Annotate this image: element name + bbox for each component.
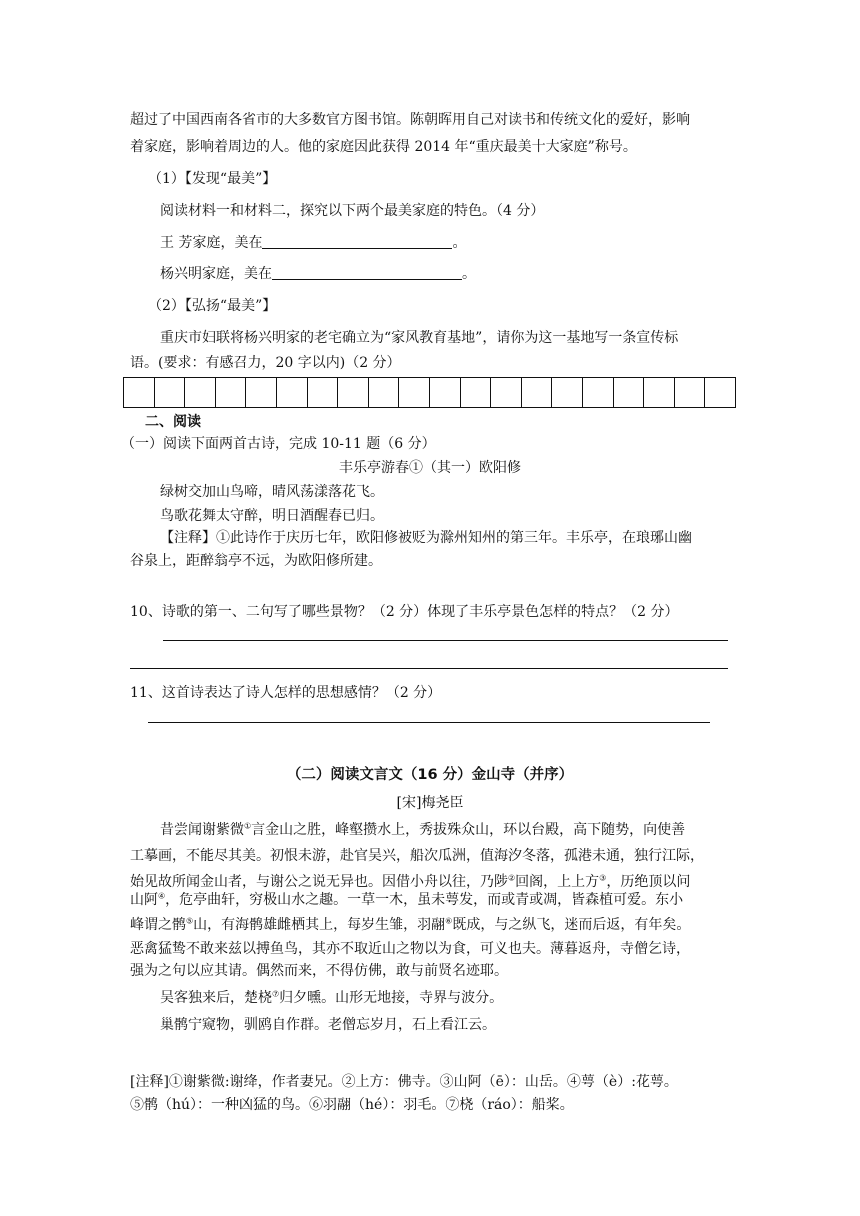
grid-cell[interactable] <box>614 378 645 407</box>
question-heading: （1）【发现“最美”】 <box>148 171 277 187</box>
answer-line[interactable] <box>163 640 728 641</box>
answer-item <box>160 264 476 284</box>
notes-line: ⑤鹘（hú）：一种凶猛的鸟。⑥羽翮（hé）：羽毛。⑦桡（ráo）：船桨。 <box>130 1097 574 1113</box>
grid-cell[interactable] <box>644 378 675 407</box>
answer-blank[interactable] <box>272 265 462 280</box>
question-instruction: 重庆市妇联将杨兴明家的老宅确立为“家风教育基地”，请你为这一基地写一条宣传标 <box>160 330 679 346</box>
answer-suffix: 。 <box>452 235 467 251</box>
grid-cell[interactable] <box>277 378 308 407</box>
answer-blank[interactable] <box>262 234 452 249</box>
body-text-line: 超过了中国西南各省市的大多数官方图书馆。陈朝晖用自己对读书和传统文化的爱好，影响 <box>130 112 690 128</box>
note-text: 谷泉上，距醉翁亭不远，为欧阳修所建。 <box>130 553 382 569</box>
grid-cell[interactable] <box>338 378 369 407</box>
grid-cell[interactable] <box>216 378 247 407</box>
poem-title: 丰乐亭游春①（其一）欧阳修 <box>339 460 521 476</box>
question-heading: （2）【弘扬“最美”】 <box>148 298 277 314</box>
part-heading: （二）阅读文言文（16 分）金山寺（并序） <box>286 767 574 783</box>
body-text-line: 着家庭，影响着周边的人。他的家庭因此获得 2014 年“重庆最美十大家庭”称号。 <box>130 139 637 155</box>
grid-cell[interactable] <box>369 378 400 407</box>
answer-grid[interactable] <box>123 377 736 408</box>
grid-cell[interactable] <box>399 378 430 407</box>
question-instruction: 语。(要求：有感召力，20 字以内)（2 分） <box>130 355 401 371</box>
poem-line: 鸟歌花舞太守醉，明日酒醒春已归。 <box>160 508 384 524</box>
grid-cell[interactable] <box>583 378 614 407</box>
grid-cell[interactable] <box>246 378 277 407</box>
author-line: [宋]梅尧臣 <box>396 795 464 811</box>
section-heading: 二、阅读 <box>145 414 201 430</box>
prose-line: 昔尝闻谢紫微①言金山之胜，峰壑攒水上，秀拔殊众山，环以台殿，高下随势，向使善 <box>160 821 686 838</box>
grid-cell[interactable] <box>430 378 461 407</box>
answer-label: 王 芳家庭，美在 <box>160 235 263 251</box>
poem-line: 绿树交加山鸟啼，晴风荡漾落花飞。 <box>160 484 384 500</box>
grid-cell[interactable] <box>185 378 216 407</box>
grid-cell[interactable] <box>491 378 522 407</box>
prose-line: 山阿④，危亭曲轩，穷极山水之趣。一草一木，虽未萼发，而或青或凋，皆森植可爱。东小 <box>130 891 684 908</box>
prose-line: 恶禽猛鸷不敢来兹以搏鱼鸟，其亦不取近山之物以为食，可义也夫。薄暮返舟，寺僧乞诗， <box>130 941 690 957</box>
grid-cell[interactable] <box>155 378 186 407</box>
grid-cell[interactable] <box>675 378 706 407</box>
grid-cell[interactable] <box>461 378 492 407</box>
grid-cell[interactable] <box>308 378 339 407</box>
prose-line: 强为之句以应其请。偶然而来，不得仿佛，敢与前贤名迹耶。 <box>130 963 508 979</box>
note-text: 【注释】①此诗作于庆历七年，欧阳修被贬为滁州知州的第三年。丰乐亭，在琅琊山幽 <box>160 530 692 546</box>
poem-line: 吴客独来后，楚桡⑦归夕曛。山形无地接，寺界与波分。 <box>160 989 504 1006</box>
prose-line: 始见故所闻金山者，与谢公之说无异也。因借小舟以往，乃陟②回阁，上上方③，历绝顶以问 <box>130 873 691 890</box>
answer-label: 杨兴明家庭，美在 <box>160 266 272 282</box>
answer-line[interactable] <box>130 668 728 669</box>
answer-line[interactable] <box>148 722 710 723</box>
grid-cell[interactable] <box>522 378 553 407</box>
notes-line: [注释]①谢紫微:谢绛，作者妻兄。②上方：佛寺。③山阿（ē）：山岳。④萼（è）:花萼。 <box>130 1074 678 1090</box>
question-instruction: 阅读材料一和材料二，探究以下两个最美家庭的特色。（4 分） <box>160 203 545 219</box>
question-11: 11、这首诗表达了诗人怎样的思想感情？（2 分） <box>130 685 442 701</box>
answer-item <box>160 233 466 253</box>
prose-line: 峰谓之鹘⑤山，有海鹘雄雌栖其上，每岁生雏，羽翮⑥既成，与之纵飞，迷而后返，有年矣。 <box>130 916 691 933</box>
grid-cell[interactable] <box>124 378 155 407</box>
grid-cell[interactable] <box>552 378 583 407</box>
question-10: 10、诗歌的第一、二句写了哪些景物？（2 分）体现了丰乐亭景色怎样的特点？（2 分） <box>130 604 679 620</box>
prose-line: 工摹画，不能尽其美。初恨未游，赴官吴兴，船次瓜洲，值海汐冬落，孤港未通，独行江际， <box>130 848 704 864</box>
part-intro: （一）阅读下面两首古诗，完成 10-11 题（6 分） <box>121 436 436 452</box>
answer-suffix: 。 <box>462 266 476 282</box>
poem-line: 巢鹘宁窥物，驯鸥自作群。老僧忘岁月，石上看江云。 <box>160 1017 496 1033</box>
grid-cell[interactable] <box>705 378 735 407</box>
